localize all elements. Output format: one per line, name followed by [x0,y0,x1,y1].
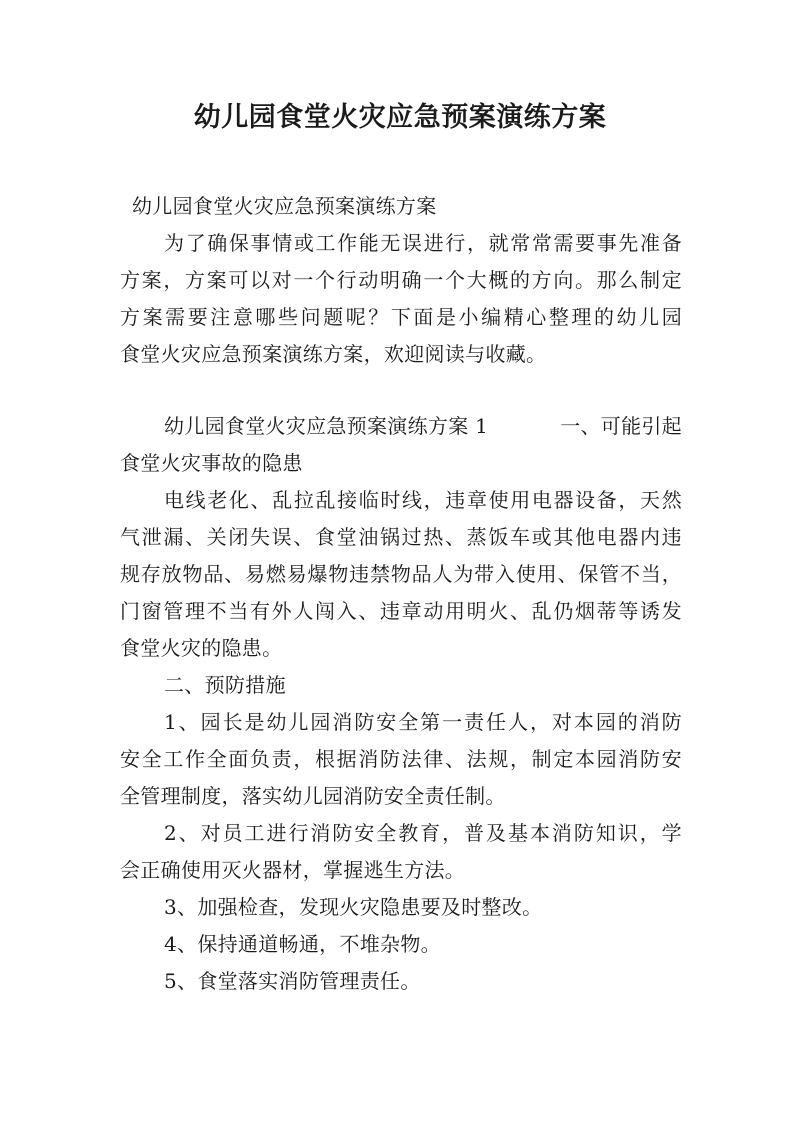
intro-line: 为了确保事情或工作能无误进行，就常常需要事先准备 [164,231,682,255]
section1-heading-left: 幼儿园食堂火灾应急预案演练方案 1 [164,414,489,438]
item4-line: 4、保持通道畅通，不堆杂物。 [164,932,441,956]
section1-para-line: 食堂火灾的隐患。 [120,636,283,660]
section1-heading [120,408,682,445]
item1-line: 全管理制度，落实幼儿园消防安全责任制。 [120,784,506,808]
item2-line: 2、对员工进行消防安全教育，普及基本消防知识，学 [164,821,682,845]
intro-line: 方案需要注意哪些问题呢？下面是小编精心整理的幼儿园 [120,305,682,329]
section1-heading-right: 一、可能引起 [560,414,682,438]
intro-line: 方案，方案可以对一个行动明确一个大概的方向。那么制定 [120,268,682,292]
section1-para-line: 电线老化、乱拉乱接临时线，违章使用电器设备，天然 [164,488,682,512]
paragraph-gap [120,373,682,408]
document-body [120,188,682,1000]
page-title: 幼儿园食堂火灾应急预案演练方案 [193,102,607,133]
intro-line: 食堂火灾应急预案演练方案，欢迎阅读与收藏。 [120,342,547,366]
item1-line: 安全工作全面负责，根据消防法律、法规，制定本园消防安 [120,747,682,771]
subtitle: 幼儿园食堂火灾应急预案演练方案 [132,194,437,218]
section1-para-line: 规存放物品、易燃易爆物违禁物品人为带入使用、保管不当， [120,562,682,586]
section1-heading-cont: 食堂火灾事故的隐患 [120,451,303,475]
section1-para-line: 门窗管理不当有外人闯入、违章动用明火、乱仍烟蒂等诱发 [120,599,682,623]
section2-heading: 二、预防措施 [164,673,286,697]
section1-para-line: 气泄漏、关闭失误、食堂油锅过热、蒸饭车或其他电器内违 [120,525,682,549]
item1-line: 1、园长是幼儿园消防安全第一责任人，对本园的消防 [164,710,682,734]
item5-line: 5、食堂落实消防管理责任。 [164,969,421,993]
item3-line: 3、加强检查，发现火灾隐患要及时整改。 [164,895,543,919]
item2-line: 会正确使用灭火器材，掌握逃生方法。 [120,858,466,882]
